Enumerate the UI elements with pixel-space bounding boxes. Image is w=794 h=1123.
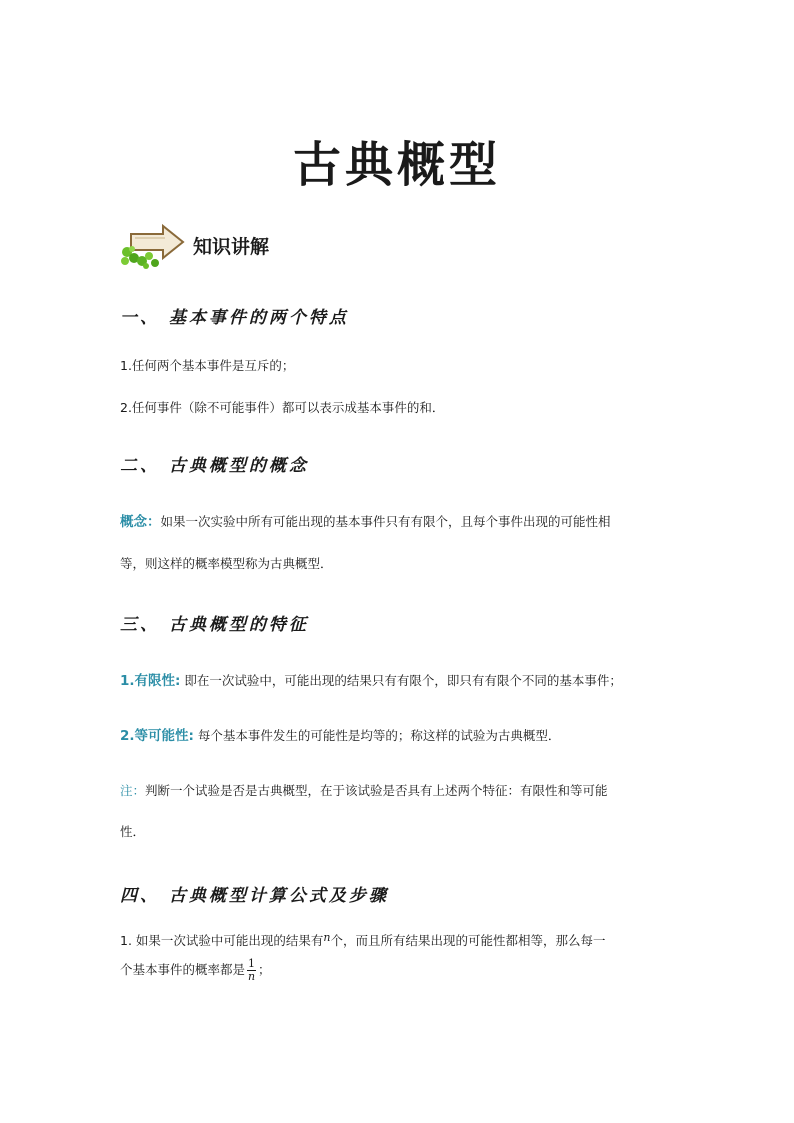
- note-line-2: 性．: [120, 824, 146, 839]
- concept-text-1: 如果一次实验中所有可能出现的基本事件只有有限个，且每个事件出现的可能性相: [160, 514, 611, 529]
- section-2-line-2: 等，则这样的概率模型称为古典概型．: [120, 556, 333, 571]
- concept-term: 概念：: [120, 514, 161, 530]
- formula-line-2: [120, 958, 271, 983]
- section-heading-4: 四、 古典概型计算公式及步骤: [120, 886, 389, 906]
- feature-item-1: [120, 669, 622, 689]
- feature-term-2: 2.等可能性:: [120, 728, 194, 744]
- note-text-1: 判断一个试验是否是古典概型，在于该试验是否具有上述两个特征：有限性和等可能: [145, 783, 608, 798]
- feature-text-1: 即在一次试验中，可能出现的结果只有有限个，即只有有限个不同的基本事件；: [184, 673, 622, 688]
- variable-n: n: [323, 931, 331, 944]
- fraction-one-over-n: [247, 958, 256, 983]
- fraction-denominator: n: [247, 970, 256, 983]
- formula-line-1-suffix: 个，而且所有结果出现的可能性都相等，那么每一: [330, 933, 606, 948]
- formula-line-2-suffix: ；: [258, 962, 271, 977]
- note-line-1: [120, 781, 608, 799]
- formula-line-1-prefix: 1. 如果一次试验中可能出现的结果有: [120, 933, 324, 948]
- section-1-line-2: 2.任何事件（除不可能事件）都可以表示成基本事件的和．: [120, 400, 445, 415]
- fraction-numerator: 1: [248, 957, 256, 970]
- section-2-line-1: [120, 510, 611, 530]
- feature-text-2: 每个基本事件发生的可能性是均等的；称这样的试验为古典概型．: [197, 728, 561, 743]
- section-1-line-1: 1.任何两个基本事件是互斥的；: [120, 358, 295, 373]
- knowledge-section-label: 知识讲解: [193, 236, 270, 258]
- note-label: 注：: [120, 783, 146, 798]
- section-heading-1: 一、 基本事件的两个特点: [120, 308, 349, 328]
- formula-line-2-prefix: 个基本事件的概率都是: [120, 962, 246, 977]
- feature-item-2: [120, 724, 560, 744]
- section-heading-2: 二、 古典概型的概念: [120, 456, 309, 476]
- section-heading-3: 三、 古典概型的特征: [120, 615, 309, 635]
- arrow-with-clover-icon: [117, 222, 189, 270]
- feature-term-1: 1.有限性:: [120, 673, 181, 689]
- page-title: 古典概型: [292, 137, 501, 193]
- formula-line-1: [120, 931, 606, 949]
